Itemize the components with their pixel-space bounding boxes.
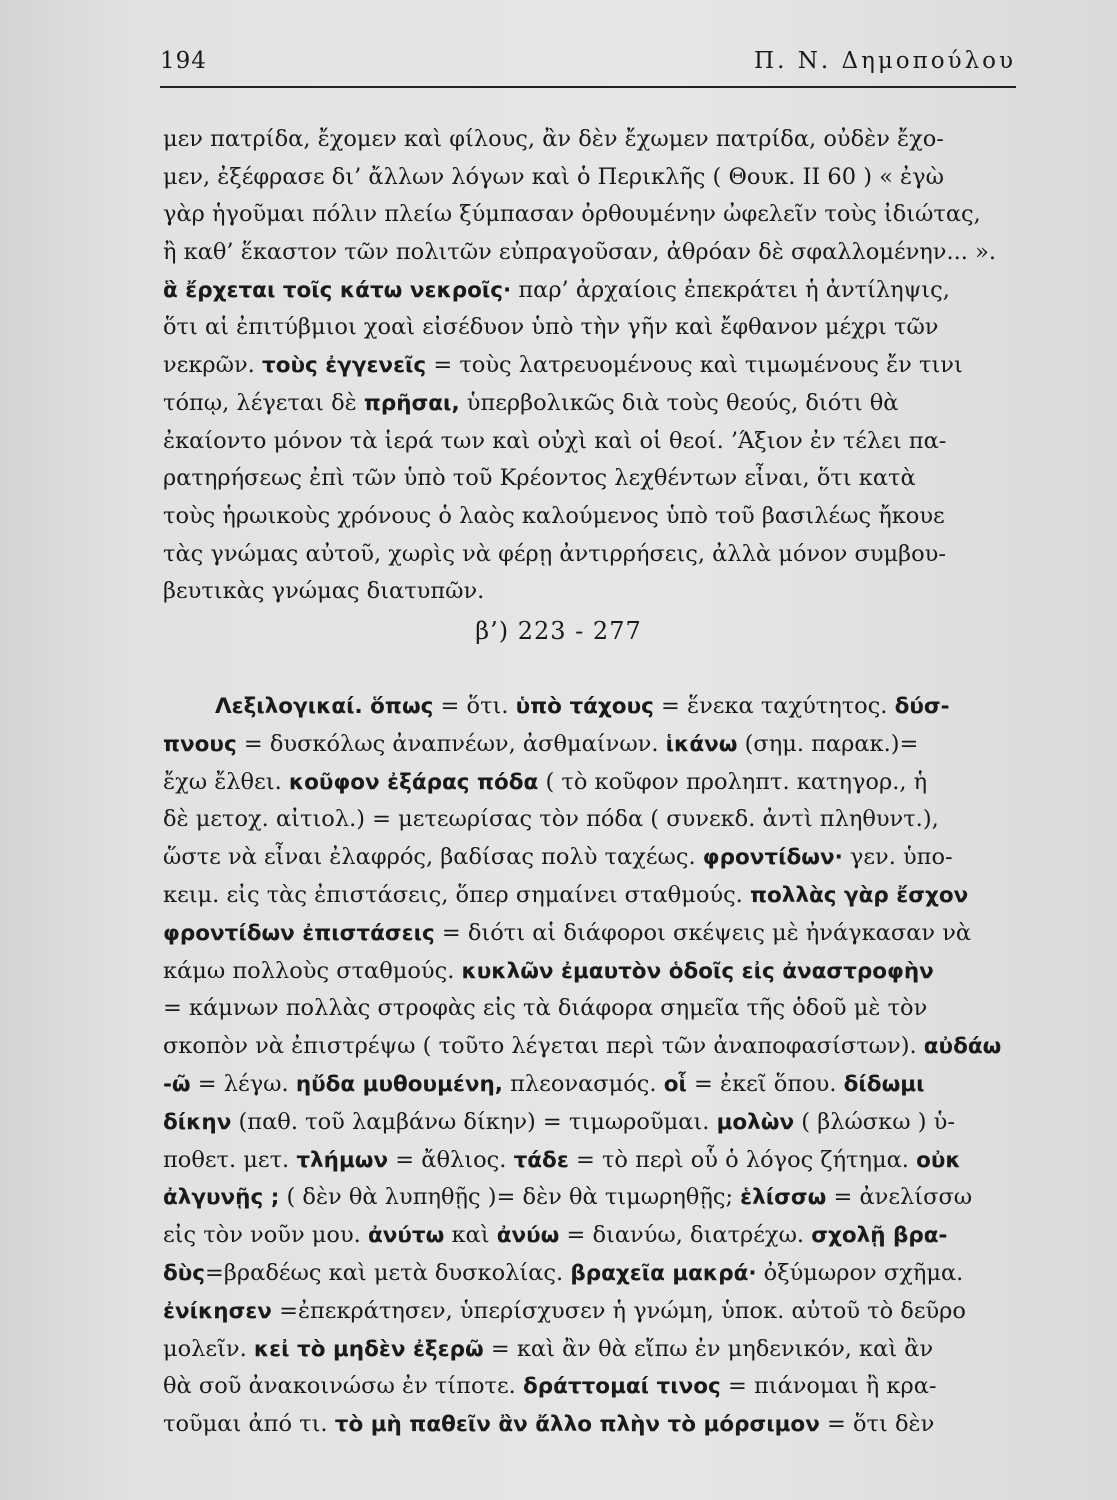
text-run: = ὅτι.	[433, 693, 516, 719]
lemma-term: δράττομαί τινος	[522, 1374, 721, 1400]
text-run: παρ’ ἀρχαίοις ἐπεκράτει ἡ ἀντίληψις,	[511, 276, 950, 303]
text-run: κειμ. εἰς τὰς ἐπιστάσεις, ὅπερ σημαίνει σταθμούς.	[163, 881, 750, 908]
lemma-term: δίκην	[163, 1109, 232, 1135]
commentary-line	[163, 309, 1013, 347]
text-run: κάμω πολλοὺς σταθμούς.	[163, 957, 462, 984]
text-run: = ἀνελίσσω	[826, 1184, 973, 1211]
glossary-line	[163, 1028, 1013, 1066]
commentary-line	[163, 460, 1013, 498]
text-run: βευτικὰς γνώμας διατυπῶν.	[163, 578, 485, 605]
lemma-term: τάδε	[513, 1147, 569, 1173]
glossary-line	[163, 1406, 1013, 1444]
lemma-term: οὐκ	[916, 1147, 961, 1173]
commentary-line	[163, 498, 1013, 536]
lemma-term: ἐνίκησεν	[163, 1298, 272, 1324]
lemma-term: δύσ-	[894, 694, 950, 719]
glossary-text	[163, 688, 1013, 1444]
commentary-line	[163, 234, 1013, 272]
lemma-term: ὑπὸ τάχους	[515, 694, 654, 719]
lemma-term: δὺς	[163, 1260, 206, 1286]
text-run: = δυσκόλως ἀναπνέων, ἀσθμαίνων.	[236, 730, 666, 757]
glossary-line	[163, 839, 1013, 877]
text-run: = ἕνεκα ταχύτητος.	[653, 693, 895, 719]
lemma-term: φροντίδων·	[702, 845, 843, 871]
text-run: μολεῖν.	[163, 1335, 254, 1362]
text-run: μεν, ἐξέφρασε δι’ ἄλλων λόγων καὶ ὁ Περικλῆς ( Θουκ. ΙΙ 60 ) « ἐγὼ	[163, 163, 944, 190]
text-run: ὀξύμωρον σχῆμα.	[756, 1259, 964, 1286]
lemma-term: -ῶ	[163, 1071, 191, 1097]
lemma-term: τοὺς ἐγγενεῖς	[261, 353, 427, 379]
text-run: δὲ μετοχ. αἰτιολ.) = μετεωρίσας τὸν πόδα ( συνεκδ. ἀντὶ πληθυντ.),	[163, 806, 939, 833]
lemma-term: αὐδάω	[923, 1034, 1002, 1060]
lemma-term: κοῦφον ἐξάρας πόδα	[288, 769, 539, 795]
lemma-term: ἃ ἔρχεται τοῖς κάτω νεκροῖς·	[163, 277, 512, 303]
text-run: ὑπερβολικῶς διὰ τοὺς θεούς, διότι θὰ	[459, 389, 899, 416]
glossary-line	[163, 1104, 1013, 1142]
text-run: = πιάνομαι ἢ κρα-	[720, 1373, 937, 1400]
text-run: = ὅτι δὲν	[819, 1411, 935, 1438]
glossary-line	[163, 1293, 1013, 1331]
text-run: = ἄθλιος.	[388, 1146, 514, 1173]
text-run: =βραδέως καὶ μετὰ δυσκολίας.	[205, 1259, 571, 1286]
text-run: πλεονασμός.	[502, 1070, 664, 1097]
glossary-line	[163, 915, 1013, 953]
text-run: ( δὲν θὰ λυπηθῇς )= δὲν θὰ τιμωρηθῇς;	[279, 1184, 741, 1211]
page-header	[160, 44, 1016, 80]
text-run: νεκρῶν.	[163, 352, 262, 379]
lemma-term: Λεξιλογικαί. ὅπως	[215, 694, 434, 719]
commentary-text	[163, 121, 1013, 611]
lemma-term: φροντίδων ἐπιστάσεις	[163, 920, 435, 946]
text-run: = διανύω, διατρέχω.	[559, 1222, 812, 1249]
text-run: = κάμνων πολλὰς στροφὰς εἰς τὰ διάφορα σημεῖα τῆς ὁδοῦ μὲ τὸν	[163, 995, 928, 1022]
glossary-line	[163, 877, 1013, 915]
text-run: γεν. ὑπο-	[842, 844, 953, 871]
commentary-line	[163, 159, 1013, 197]
lemma-term: ἑλίσσω	[740, 1185, 827, 1211]
text-run: = τοὺς λατρευομένους καὶ τιμωμένους ἔν τινι	[426, 352, 963, 379]
text-run: (σημ. παρακ.)=	[737, 730, 919, 757]
glossary-line	[163, 726, 1013, 764]
glossary-line	[163, 1255, 1013, 1293]
text-run: ἢ καθ’ ἕκαστον τῶν πολιτῶν εὐπραγοῦσαν, ἀθρόαν δὲ σφαλλομένην... ».	[163, 239, 996, 266]
text-run: = λέγω.	[190, 1070, 296, 1097]
text-run: εἰς τὸν νοῦν μου.	[163, 1222, 368, 1249]
lemma-term: πολλὰς γὰρ ἔσχον	[749, 882, 969, 908]
commentary-line	[163, 423, 1013, 461]
lemma-term: δίδωμι	[843, 1071, 925, 1097]
commentary-line	[163, 121, 1013, 159]
text-run: σκοπὸν νὰ ἐπιστρέψω ( τοῦτο λέγεται περὶ τῶν ἀναποφασίστων).	[163, 1033, 924, 1060]
page-number: 194	[160, 48, 207, 74]
text-run: ( βλώσκω ) ὑ-	[794, 1108, 955, 1135]
text-run: ὥστε νὰ εἶναι ἐλαφρός, βαδίσας πολὺ ταχέως.	[163, 844, 703, 871]
glossary-line	[163, 1217, 1013, 1255]
glossary-line	[163, 1331, 1013, 1369]
text-run: τοῦμαι ἀπό τι.	[163, 1411, 335, 1438]
lemma-term: σχολῇ βρα-	[811, 1223, 948, 1249]
glossary-line	[163, 953, 1013, 991]
text-run: γὰρ ἡγοῦμαι πόλιν πλείω ξύμπασαν ὀρθουμένην ὠφελεῖν τοὺς ἰδιώτας,	[163, 201, 981, 228]
lemma-term: τὸ μὴ παθεῖν ἂν ἄλλο πλὴν τὸ μόρσιμον	[334, 1412, 820, 1438]
lemma-term: ἀνύτω	[367, 1223, 445, 1249]
text-run: ρατηρήσεως ἐπὶ τῶν ὑπὸ τοῦ Κρέοντος λεχθέντων εἶναι, ὅτι κατὰ	[163, 465, 916, 492]
lemma-term: ἱκάνω	[665, 731, 738, 757]
lemma-term: τλήμων	[296, 1147, 389, 1173]
text-run: = καὶ ἂν θὰ εἴπω ἐν μηδενικόν, καὶ ἂν	[483, 1335, 934, 1362]
text-run: = τὸ περὶ οὗ ὁ λόγος ζήτημα.	[568, 1146, 917, 1173]
text-run: τόπῳ, λέγεται δὲ	[163, 389, 364, 416]
glossary-line	[163, 990, 1013, 1028]
glossary-line	[163, 801, 1013, 839]
commentary-line	[163, 196, 1013, 234]
commentary-line	[163, 347, 1013, 385]
text-run: καὶ	[444, 1222, 497, 1249]
text-run: μεν πατρίδα, ἔχομεν καὶ φίλους, ἂν δὲν ἔχωμεν πατρίδα, οὐδὲν ἔχο-	[163, 126, 944, 152]
glossary-line	[163, 1368, 1013, 1406]
glossary-line	[163, 764, 1013, 802]
header-rule	[160, 86, 1016, 88]
commentary-line	[163, 573, 1013, 611]
glossary-line	[163, 688, 1013, 726]
text-run: τὰς γνώμας αὐτοῦ, χωρὶς νὰ φέρῃ ἀντιρρήσεις, ἀλλὰ μόνον συμβου-	[163, 540, 946, 567]
text-run: ποθετ. μετ.	[163, 1146, 297, 1173]
lemma-term: βραχεῖα μακρά·	[570, 1260, 757, 1286]
text-run: τοὺς ἡρωικοὺς χρόνους ὁ λαὸς καλούμενος ὑπὸ τοῦ βασιλέως ἤκουε	[163, 502, 945, 529]
text-run: ( τὸ κοῦφον προληπτ. κατηγορ., ἡ	[538, 768, 928, 795]
lemma-term: οἷ	[663, 1071, 687, 1097]
text-run: (παθ. τοῦ λαμβάνω δίκην) = τιμωροῦμαι.	[231, 1108, 717, 1135]
lemma-term: κεἰ τὸ μηδὲν ἐξερῶ	[253, 1336, 484, 1362]
glossary-line	[163, 1066, 1013, 1104]
text-run: ἐκαίοντο μόνον τὰ ἱερά των καὶ οὐχὶ καὶ οἱ θεοί. ’Άξιον ἐν τέλει πα-	[163, 427, 947, 454]
text-run: θὰ σοῦ ἀνακοινώσω ἐν τίποτε.	[163, 1373, 523, 1400]
text-run: = διότι αἱ διάφοροι σκέψεις μὲ ἠνάγκασαν νὰ	[434, 919, 972, 946]
lemma-term: μολὼν	[716, 1109, 795, 1135]
glossary-line	[163, 1142, 1013, 1180]
text-run: ἔχω ἔλθει.	[163, 768, 289, 795]
running-head: Π. Ν. Δημοπούλου	[754, 48, 1016, 74]
commentary-line	[163, 536, 1013, 574]
lemma-term: κυκλῶν ἐμαυτὸν ὁδοῖς εἰς ἀναστροφὴν	[461, 958, 934, 984]
lemma-term: πρῆσαι,	[363, 390, 460, 416]
section-heading: β’) 223 - 277	[475, 617, 642, 645]
commentary-line	[163, 272, 1013, 310]
lemma-term: πνους	[163, 731, 237, 757]
text-run: =ἐπεκράτησεν, ὑπερίσχυσεν ἡ γνώμη, ὑποκ. αὐτοῦ τὸ δεῦρο	[271, 1297, 966, 1324]
commentary-line	[163, 385, 1013, 423]
text-run: = ἐκεῖ ὅπου.	[686, 1070, 844, 1097]
lemma-term: ἀλγυνῇς ;	[163, 1185, 280, 1211]
lemma-term: ηὔδα μυθουμένη,	[295, 1071, 503, 1097]
lemma-term: ἀνύω	[496, 1223, 560, 1249]
glossary-line	[163, 1179, 1013, 1217]
text-run: ὅτι αἱ ἐπιτύβμιοι χοαὶ εἰσέδυον ὑπὸ τὴν γῆν καὶ ἔφθανον μέχρι τῶν	[163, 314, 939, 341]
